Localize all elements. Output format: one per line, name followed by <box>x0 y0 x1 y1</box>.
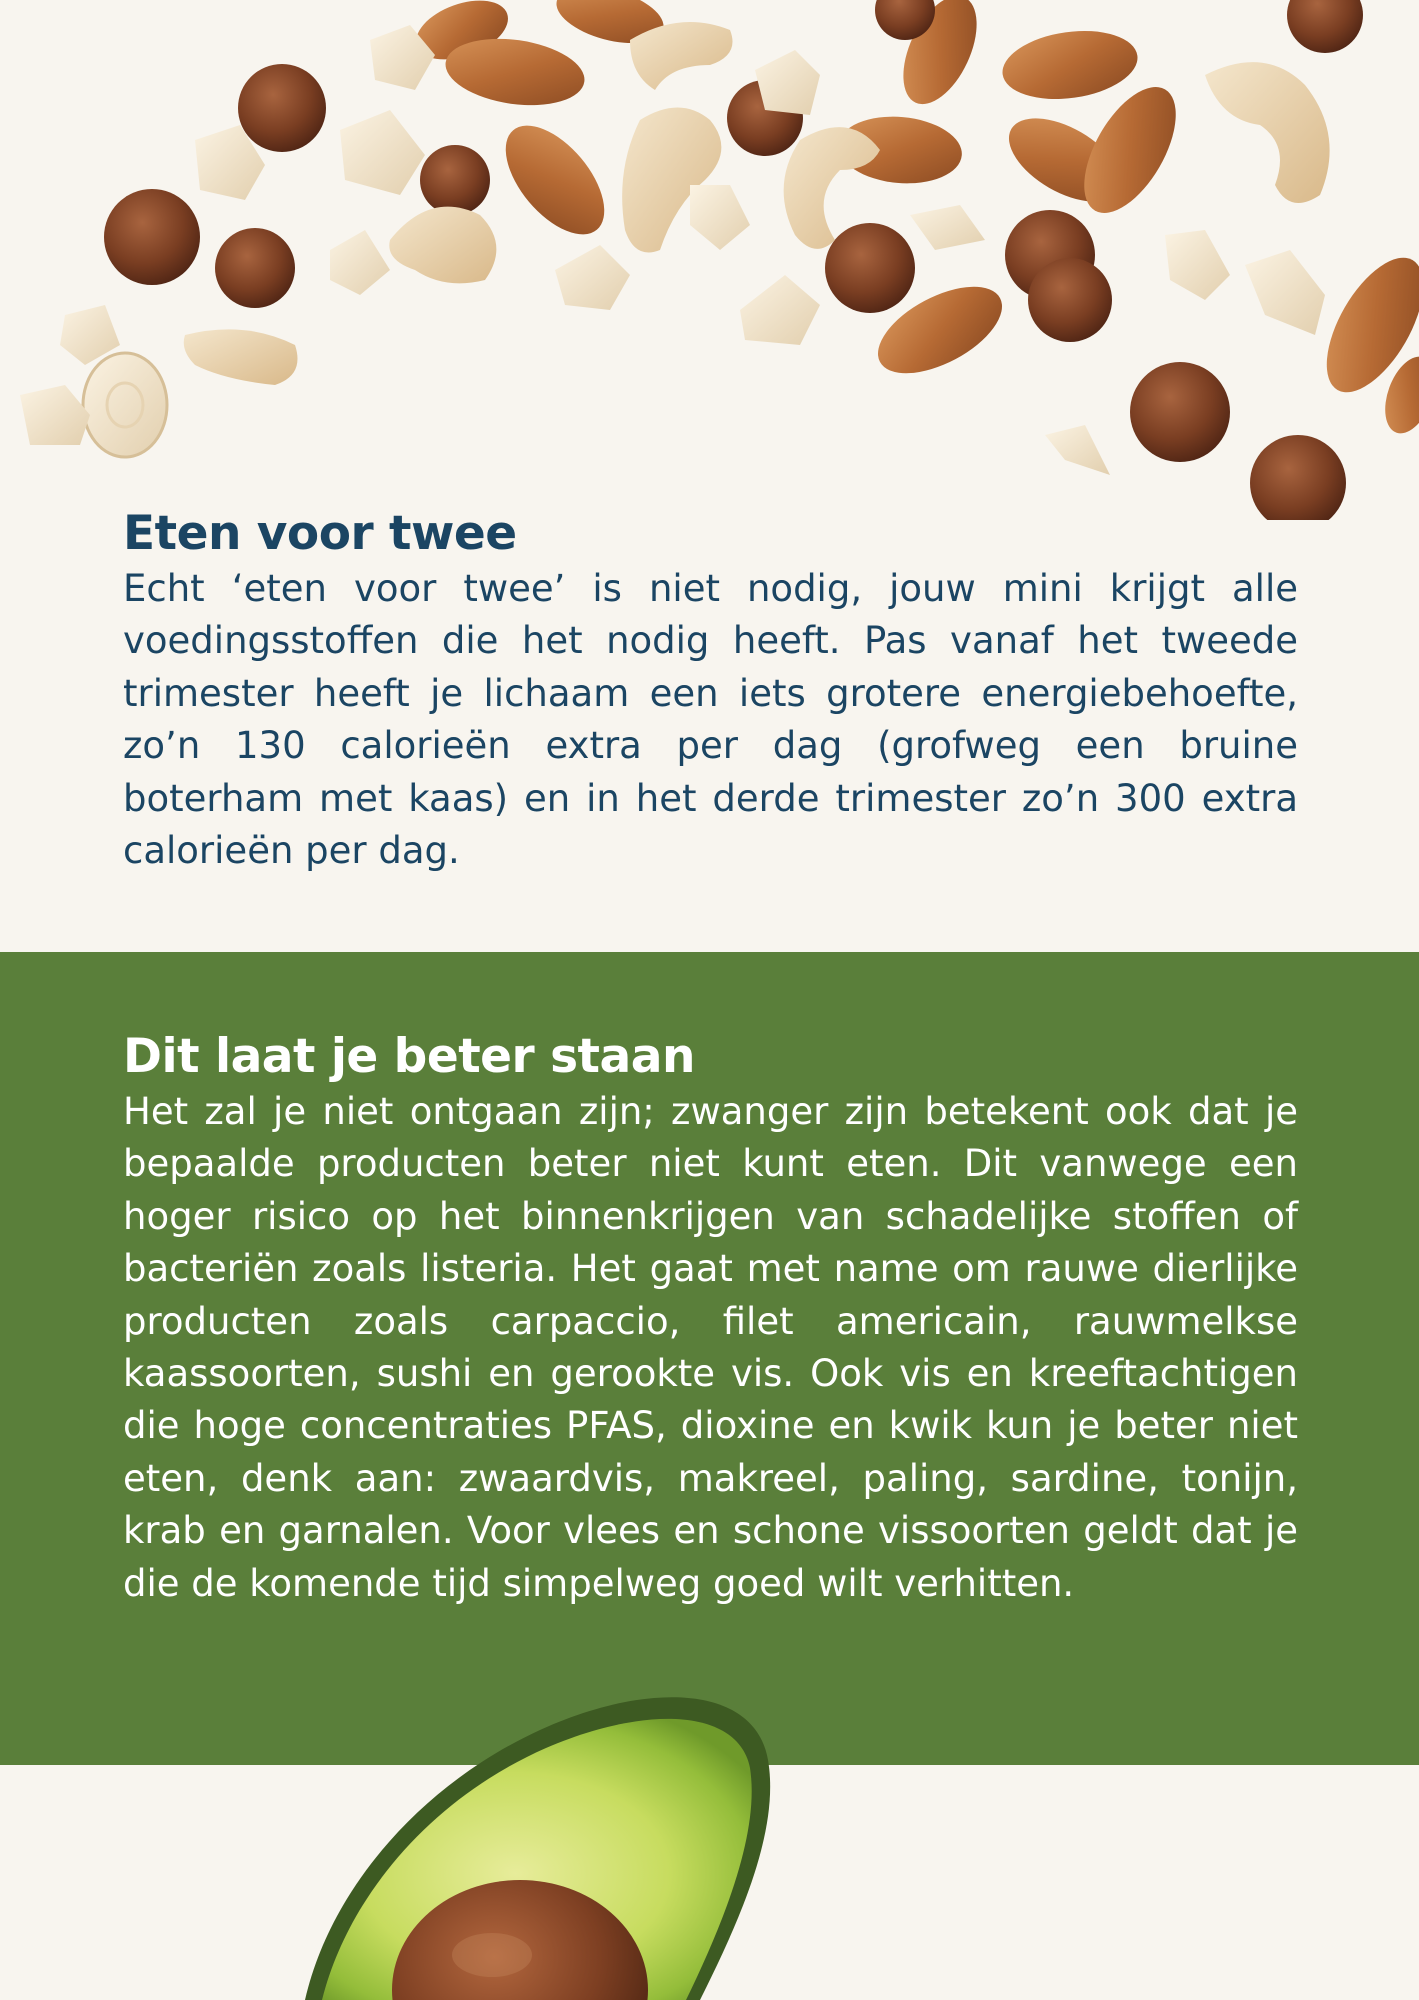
section-dit-laat-je-beter-staan <box>123 1028 1298 1610</box>
section-body-beter-staan: Het zal je niet ontgaan zijn; zwanger zijn betekent ook dat je bepaalde producten beter niet kunt eten. Dit vanwege een hoger risico op het binnenkrijgen van schadelijke stoffen of bacteriën zoals listeria. Het gaat met name om rauwe dierlijke producten zoals carpaccio, filet americain, rauwmelkse kaassoorten, sushi en gerookte vis. Ook vis en kreeftachtigen die hoge concentraties PFAS, dioxine en kwik kun je beter niet eten, denk aan: zwaardvis, makreel, paling, sardine, tonijn, krab en garnalen. Voor vlees en schone vissoorten geldt dat je die de komende tijd simpelweg goed wilt verhitten. <box>123 1090 1298 1605</box>
mixed-nuts-illustration <box>0 0 1419 520</box>
section-body-eten-voor-twee: Echt ‘eten voor twee’ is niet nodig, jouw mini krijgt alle voedingsstoffen die het nodig heeft. Pas vanaf het tweede trimester heeft je lichaam een iets grotere energiebehoefte, zo’n 130 calorieën extra per dag (grofweg een bruine boterham met kaas) en in het derde trimester zo’n 300 extra calorieën per dag. <box>123 567 1298 873</box>
section-heading-eten-voor-twee: Eten voor twee <box>123 506 517 561</box>
avocado-illustration <box>0 1690 1419 2000</box>
section-heading-beter-staan: Dit laat je beter staan <box>123 1029 695 1084</box>
section-eten-voor-twee <box>123 505 1298 877</box>
